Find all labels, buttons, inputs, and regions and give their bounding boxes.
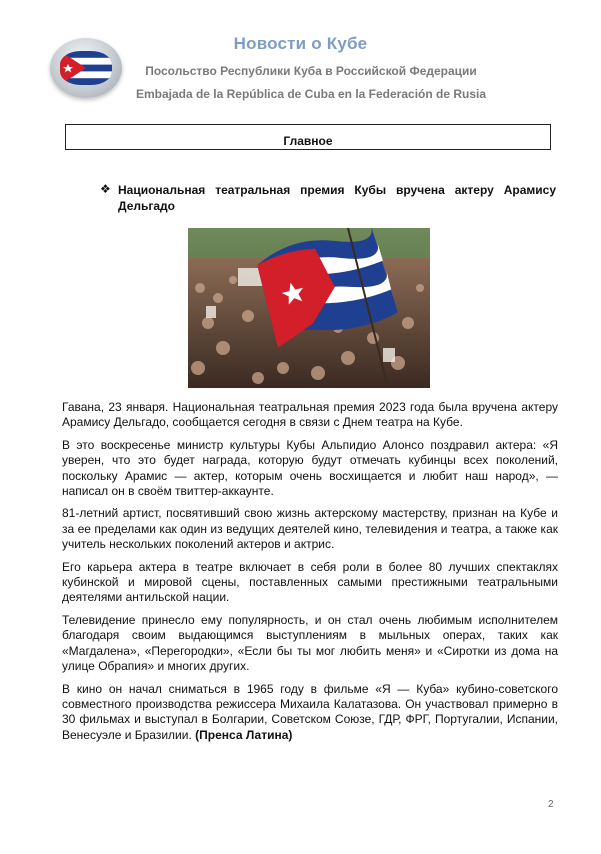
article-headline: Национальная театральная премия Кубы вручена актеру Арамису Дельгадо: [118, 183, 556, 213]
article-paragraph: Телевидение принесло ему популярность, и он стал очень любимым исполнителем благодаря своим выдающимся выступлениям в мыльных операх, таких как «Магдалена», «Перегородки», «Если бы ты мог любить меня» и «Сиротки из дома на улице Обрапия» и многих других.: [62, 612, 558, 674]
section-title: Главное: [283, 134, 333, 148]
article-source: (Пренса Латина): [195, 727, 293, 742]
article-paragraph: Гавана, 23 января. Национальная театральная премия 2023 года была вручена актеру Арамису Дельгадо, сообщается сегодня в связи с Днем театра на Кубе.: [62, 400, 558, 430]
article-paragraph: Его карьера актера в театре включает в себя роли в более 80 лучших спектаклях кубинской и мировой сцены, поставленных самыми престижными театральными деятелями антильской нации.: [62, 559, 558, 605]
article-paragraph-last: [62, 682, 558, 744]
article-paragraph: В это воскресенье министр культуры Кубы Альпидио Алонсо поздравил актера: «Я уверен, что это будет награда, которую будут отмечать кубинцы всех поколений, поскольку Арамис — актер, которым очень восхищается и любит наш народ», — написал он в своём твиттер-аккаунте.: [62, 437, 558, 499]
photo-graphic: [188, 228, 430, 388]
crowd-with-cuban-flag-photo: [188, 228, 430, 388]
diamond-bullet-icon: ❖: [100, 182, 111, 196]
article-paragraph-text: В кино он начал сниматься в 1965 году в фильме «Я — Куба» кубино-советского совместного производства режиссера Михаила Калатазова. Он участвовал примерно в 30 фильмах и выступал в Болгарии, Советском Союзе, ГДР, ФРГ, Португалии, Испании, Венесуэле и Бразилии.: [62, 681, 558, 742]
embassy-name-ru: Посольство Республики Куба в Российской Федерации: [145, 64, 477, 78]
page-number: 2: [548, 799, 554, 810]
embassy-name-es: Embajada de la República de Cuba en la Federación de Rusia: [135, 87, 487, 101]
article-body: [62, 400, 558, 750]
article-paragraph: 81-летний артист, посвятивший свою жизнь актерскому мастерству, признан на Кубе и за ее пределами как один из ведущих деятелей кино, телевидения и театра, а также как учитель нескольких поколений актеров и актрис.: [62, 506, 558, 552]
site-title: Новости о Кубе: [233, 34, 368, 53]
section-header-box: [65, 124, 551, 150]
